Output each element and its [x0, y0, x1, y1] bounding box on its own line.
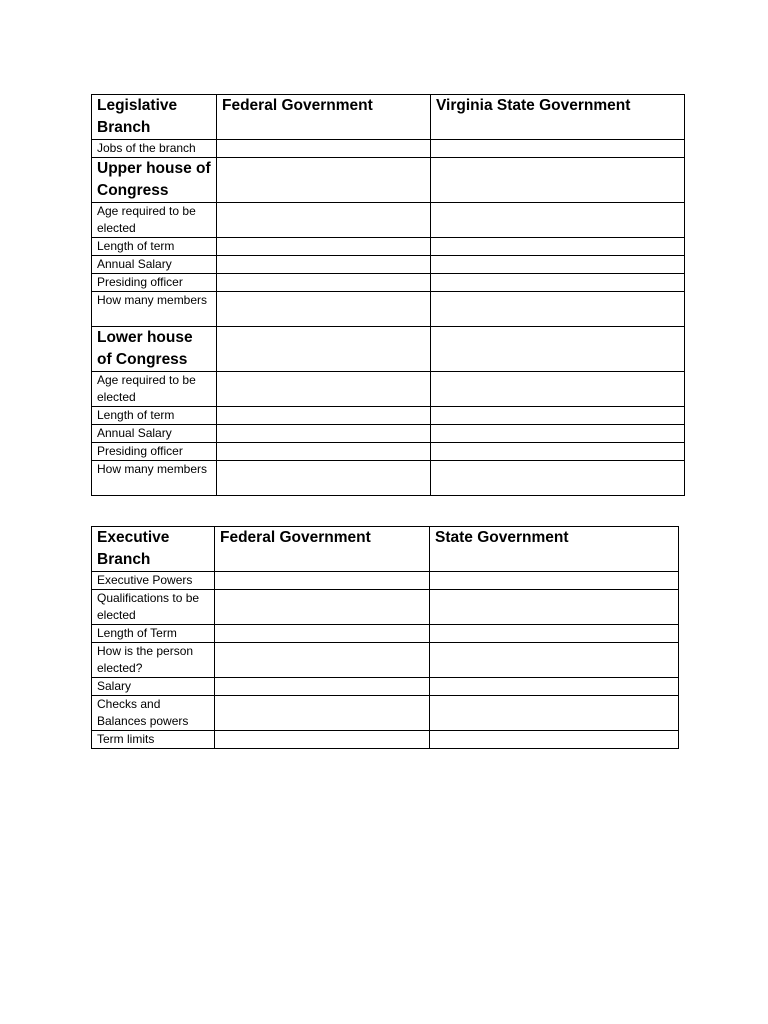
answer-cell-state[interactable]	[430, 572, 679, 590]
section-label-upper-house: Upper house of Congress	[92, 158, 217, 203]
row-label: Executive Powers	[92, 572, 215, 590]
row-label: Age required to be elected	[92, 372, 217, 407]
answer-cell-state[interactable]	[430, 731, 679, 749]
section-label-lower-house: Lower house of Congress	[92, 327, 217, 372]
table-row	[92, 696, 679, 731]
row-label: How many members	[92, 461, 217, 496]
row-label: Presiding officer	[92, 274, 217, 292]
answer-cell-federal[interactable]	[217, 140, 431, 158]
row-label: Term limits	[92, 731, 215, 749]
answer-cell-federal[interactable]	[215, 696, 430, 731]
answer-cell-state[interactable]	[431, 425, 685, 443]
executive-branch-table	[91, 526, 679, 749]
table-row	[92, 274, 685, 292]
table-row	[92, 678, 679, 696]
row-label: How is the person elected?	[92, 643, 215, 678]
row-label: Checks and Balances powers	[92, 696, 215, 731]
row-label: Annual Salary	[92, 425, 217, 443]
table-row	[92, 372, 685, 407]
table-row	[92, 572, 679, 590]
table-row	[92, 238, 685, 256]
answer-cell-federal[interactable]	[215, 731, 430, 749]
header-legislative-branch: Legislative Branch	[92, 95, 217, 140]
answer-cell-state[interactable]	[431, 461, 685, 496]
answer-cell-federal[interactable]	[217, 425, 431, 443]
section-row	[92, 327, 685, 372]
answer-cell-federal[interactable]	[217, 238, 431, 256]
answer-cell-federal[interactable]	[215, 678, 430, 696]
answer-cell-federal[interactable]	[217, 256, 431, 274]
table-row	[92, 643, 679, 678]
answer-cell-state[interactable]	[431, 203, 685, 238]
answer-cell-federal[interactable]	[215, 643, 430, 678]
answer-cell-federal[interactable]	[217, 407, 431, 425]
row-label: Qualifications to be elected	[92, 590, 215, 625]
answer-cell-state[interactable]	[430, 590, 679, 625]
answer-cell-state[interactable]	[431, 327, 685, 372]
answer-cell-state[interactable]	[431, 443, 685, 461]
answer-cell-state[interactable]	[431, 274, 685, 292]
table-row	[92, 425, 685, 443]
answer-cell-federal[interactable]	[217, 327, 431, 372]
answer-cell-state[interactable]	[431, 292, 685, 327]
header-virginia-state-government: Virginia State Government	[431, 95, 685, 140]
answer-cell-federal[interactable]	[215, 572, 430, 590]
answer-cell-federal[interactable]	[217, 158, 431, 203]
row-label: Length of Term	[92, 625, 215, 643]
row-label: Length of term	[92, 407, 217, 425]
table-row	[92, 292, 685, 327]
answer-cell-state[interactable]	[430, 643, 679, 678]
table-row	[92, 256, 685, 274]
table-row	[92, 731, 679, 749]
answer-cell-state[interactable]	[431, 140, 685, 158]
section-row	[92, 158, 685, 203]
answer-cell-federal[interactable]	[217, 203, 431, 238]
row-label: Salary	[92, 678, 215, 696]
legislative-branch-table	[91, 94, 685, 496]
header-executive-branch: Executive Branch	[92, 527, 215, 572]
answer-cell-federal[interactable]	[217, 292, 431, 327]
table-row	[92, 203, 685, 238]
row-label: Age required to be elected	[92, 203, 217, 238]
table-row	[92, 443, 685, 461]
table-row	[92, 407, 685, 425]
answer-cell-federal[interactable]	[215, 625, 430, 643]
header-state-government: State Government	[430, 527, 679, 572]
table-row	[92, 625, 679, 643]
row-label: Length of term	[92, 238, 217, 256]
table-row	[92, 461, 685, 496]
answer-cell-federal[interactable]	[217, 443, 431, 461]
table-row	[92, 140, 685, 158]
answer-cell-state[interactable]	[430, 696, 679, 731]
answer-cell-state[interactable]	[431, 372, 685, 407]
answer-cell-federal[interactable]	[217, 274, 431, 292]
answer-cell-state[interactable]	[431, 238, 685, 256]
answer-cell-state[interactable]	[431, 256, 685, 274]
answer-cell-state[interactable]	[431, 158, 685, 203]
header-federal-government: Federal Government	[217, 95, 431, 140]
answer-cell-state[interactable]	[430, 625, 679, 643]
row-label: Presiding officer	[92, 443, 217, 461]
table-header-row	[92, 527, 679, 572]
table-row	[92, 590, 679, 625]
row-label: Jobs of the branch	[92, 140, 217, 158]
answer-cell-state[interactable]	[431, 407, 685, 425]
answer-cell-state[interactable]	[430, 678, 679, 696]
answer-cell-federal[interactable]	[215, 590, 430, 625]
row-label: How many members	[92, 292, 217, 327]
table-header-row	[92, 95, 685, 140]
header-federal-government: Federal Government	[215, 527, 430, 572]
row-label: Annual Salary	[92, 256, 217, 274]
answer-cell-federal[interactable]	[217, 461, 431, 496]
answer-cell-federal[interactable]	[217, 372, 431, 407]
